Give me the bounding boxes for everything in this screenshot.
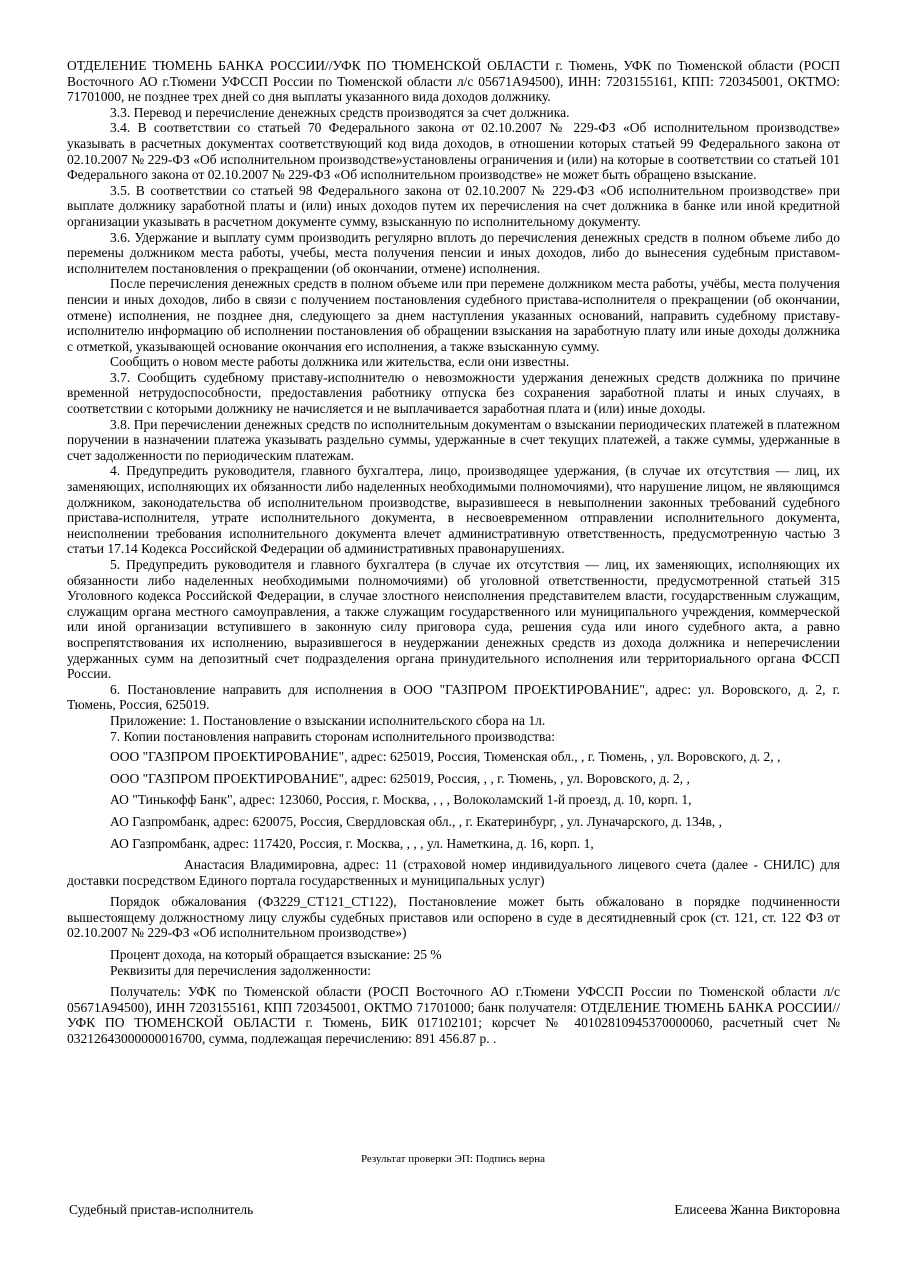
clause-3-5: 3.5. В соответствии со статьей 98 Федерального закона от 02.10.2007 № 229-ФЗ «Об исполнительном производстве» при выплате должнику заработной платы и (или) иных доходов путем их перечисления на счет должника в банке или иной кредитной организации указывать в расчетном документе сумму, взысканную по исполнительному документу. (67, 182, 840, 229)
payment-recipient: Получатель: УФК по Тюменской области (РОСП Восточного АО г.Тюмени УФССП России по Тюменской области л/с 05671А94500), ИНН 7203155161, КПП 720345001, ОКТМО 71701000; банк получателя: ОТДЕЛЕНИЕ ТЮМЕНЬ БАНКА РОССИИ//УФК ПО ТЮМЕНСКОЙ ОБЛАСТИ г. Тюмень, БИК 017102101; корсчет № 40102810945370000060, расчетный счет № 03212643000000016700, сумма, подлежащая перечислению: 891 456.87 р. . (67, 984, 840, 1047)
recipient-5: АО Газпромбанк, адрес: 117420, Россия, г. Москва, , , , ул. Наметкина, д. 16, корп. 1, (110, 835, 594, 851)
clause-4: 4. Предупредить руководителя, главного бухгалтера, лицо, производящее удержания, (в случае их отсутствия — лиц, их заменяющих, исполняющих их обязанности либо наделенных необходимыми полномочиями), что нарушение лицом, не являющимся должником, законодательства об исполнительном производстве, выразившееся в невыполнении законных требований судебного пристава-исполнителя, утрате исполнительного документа, в несвоевременном отправлении исполнительного документа, неисполнении требования исполнительного документа влечет административную ответственность, предусмотренную частью 3 статьи 17.14 Кодекса Российской Федерации об административных правонарушениях. (67, 463, 840, 557)
payment-details-heading: Реквизиты для перечисления задолженности: (110, 962, 372, 978)
signature-check-note: Результат проверки ЭП: Подпись верна (360, 1153, 546, 1165)
clause-5: 5. Предупредить руководителя и главного бухгалтера (в случае их отсутствия — лиц, их заменяющих, исполняющих их обязанности либо наделенных необходимыми полномочиями) об уголовной ответственности, предусмотренной статьей 315 Уголовного кодекса Российской Федерации, в случае злостного неисполнения представителем власти, государственным служащим, служащим органа местного самоуправления, а также служащим государственного или муниципального учреждения, коммерческой или иной организации вступившего в законную силу приговора суда, решения суда или иного судебного акта, а равно воспрепятствования их исполнению, выразившегося в неудержании денежных средств из дохода должника и неперечислении удержанных сумм на депозитный счет подразделения органа принудительного исполнения или территориального органа ФССП России. (67, 557, 840, 682)
clause-3-4: 3.4. В соответствии со статьей 70 Федерального закона от 02.10.2007 № 229-ФЗ «Об исполнительном производстве» указывать в расчетных документах соответствующий код вида доходов, в отношении которых статьей 99 Федерального закона от 02.10.2007 № 229-ФЗ «Об исполнительном производстве»установлены ограничения и (или) на которые в соответствии со статьей 101 Федерального закона от 02.10.2007 № 229-ФЗ «Об исполнительном производстве» не может быть обращено взыскание. (67, 120, 840, 183)
signer-name: Елисеева Жанна Викторовна (674, 1202, 840, 1217)
signer-position: Судебный пристав-исполнитель (69, 1202, 254, 1217)
clause-3-3: 3.3. Перевод и перечисление денежных средств производятся за счет должника. (110, 104, 570, 120)
clause-6: 6. Постановление направить для исполнения в ООО "ГАЗПРОМ ПРОЕКТИРОВАНИЕ", адрес: ул. Воровского, д. 2, г. Тюмень, Россия, 625019. (67, 681, 840, 713)
recipient-4: АО Газпромбанк, адрес: 620075, Россия, Свердловская обл., , г. Екатеринбург, , ул. Луначарского, д. 134в, , (110, 813, 723, 829)
income-percent: Процент дохода, на который обращается взыскание: 25 % (110, 947, 442, 963)
recipient-2: ООО "ГАЗПРОМ ПРОЕКТИРОВАНИЕ", адрес: 625019, Россия, , , г. Тюмень, , ул. Воровского, д. 2, , (110, 770, 690, 786)
clause-3-7: 3.7. Сообщить судебному приставу-исполнителю о невозможности удержания денежных средств должника по причине временной нетрудоспособности, предоставления работнику отпуска без сохранения заработной платы и иных случаях, в соответствии с которыми должнику не начисляется и не выплачивается заработная плата и (или) иные доходы. (67, 369, 840, 417)
attachment-line: Приложение: 1. Постановление о взыскании исполнительского сбора на 1л. (110, 712, 546, 728)
document-body (67, 58, 840, 1047)
clause-3-6-after-transfer: После перечисления денежных средств в полном объеме или при перемене должником места работы, учёбы, места получения пенсии и иных доходов, либо в связи с получением постановления судебного пристава-исполнителя о прекращении (об окончании, отмене) исполнения, не позднее дня, следующего за днем наступления указанных оснований, направить судебному приставу-исполнителю информацию об исполнении постановления об обращении взыскания на заработную плату или иные доходы должника с отметкой, указывающей основание окончания его исполнения, а также взысканную сумму. (67, 276, 840, 354)
clause-3-6-new-workplace: Сообщить о новом месте работы должника или жительства, если они известны. (110, 354, 570, 370)
clause-7: 7. Копии постановления направить сторонам исполнительного производства: (110, 728, 555, 744)
appeal-procedure: Порядок обжалования (ФЗ229_СТ121_СТ122), Постановление может быть обжаловано в порядке подчиненности вышестоящему должностному лицу службы судебных приставов или оспорено в суде в десятидневный срок (ст. 121, ст. 122 ФЗ от 02.10.2007 № 229-ФЗ «Об исполнительном производстве») (67, 894, 840, 941)
clause-3-8: 3.8. При перечислении денежных средств по исполнительным документам о взыскании периодических платежей в платежном поручении в назначении платежа указывать раздельно суммы, удержанные в счет текущих платежей, а также суммы, удержанные в счет задолженности по периодическим платежам. (67, 416, 840, 463)
bank-details-continuation: ОТДЕЛЕНИЕ ТЮМЕНЬ БАНКА РОССИИ//УФК ПО ТЮМЕНСКОЙ ОБЛАСТИ г. Тюмень, УФК по Тюменской области (РОСП Восточного АО г.Тюмени УФССП России по Тюменской области л/с 05671А94500), ИНН: 7203155161, КПП: 720345001, ОКТМО: 71701000, не позднее трех дней со дня выплаты указанного вида доходов должнику. (67, 58, 840, 105)
recipient-6: Анастасия Владимировна, адрес: 11 (страховой номер индивидуального лицевого счета (далее - СНИЛС) для доставки посредством Единого портала государственных и муниципальных услуг) (67, 857, 840, 888)
clause-3-6: 3.6. Удержание и выплату сумм производить регулярно вплоть до перечисления денежных средств в полном объеме либо до перемены должником места работы, учебы, места получения пенсии и иных доходов, либо до вынесения судебным приставом-исполнителем постановления о прекращении (об окончании, отмене) исполнения. (67, 229, 840, 276)
recipient-1: ООО "ГАЗПРОМ ПРОЕКТИРОВАНИЕ", адрес: 625019, Россия, Тюменская обл., , г. Тюмень, , ул. Воровского, д. 2, , (110, 749, 781, 765)
recipient-3: АО "Тинькофф Банк", адрес: 123060, Россия, г. Москва, , , , Волоколамский 1-й проезд, д. 10, корп. 1, (110, 792, 692, 808)
